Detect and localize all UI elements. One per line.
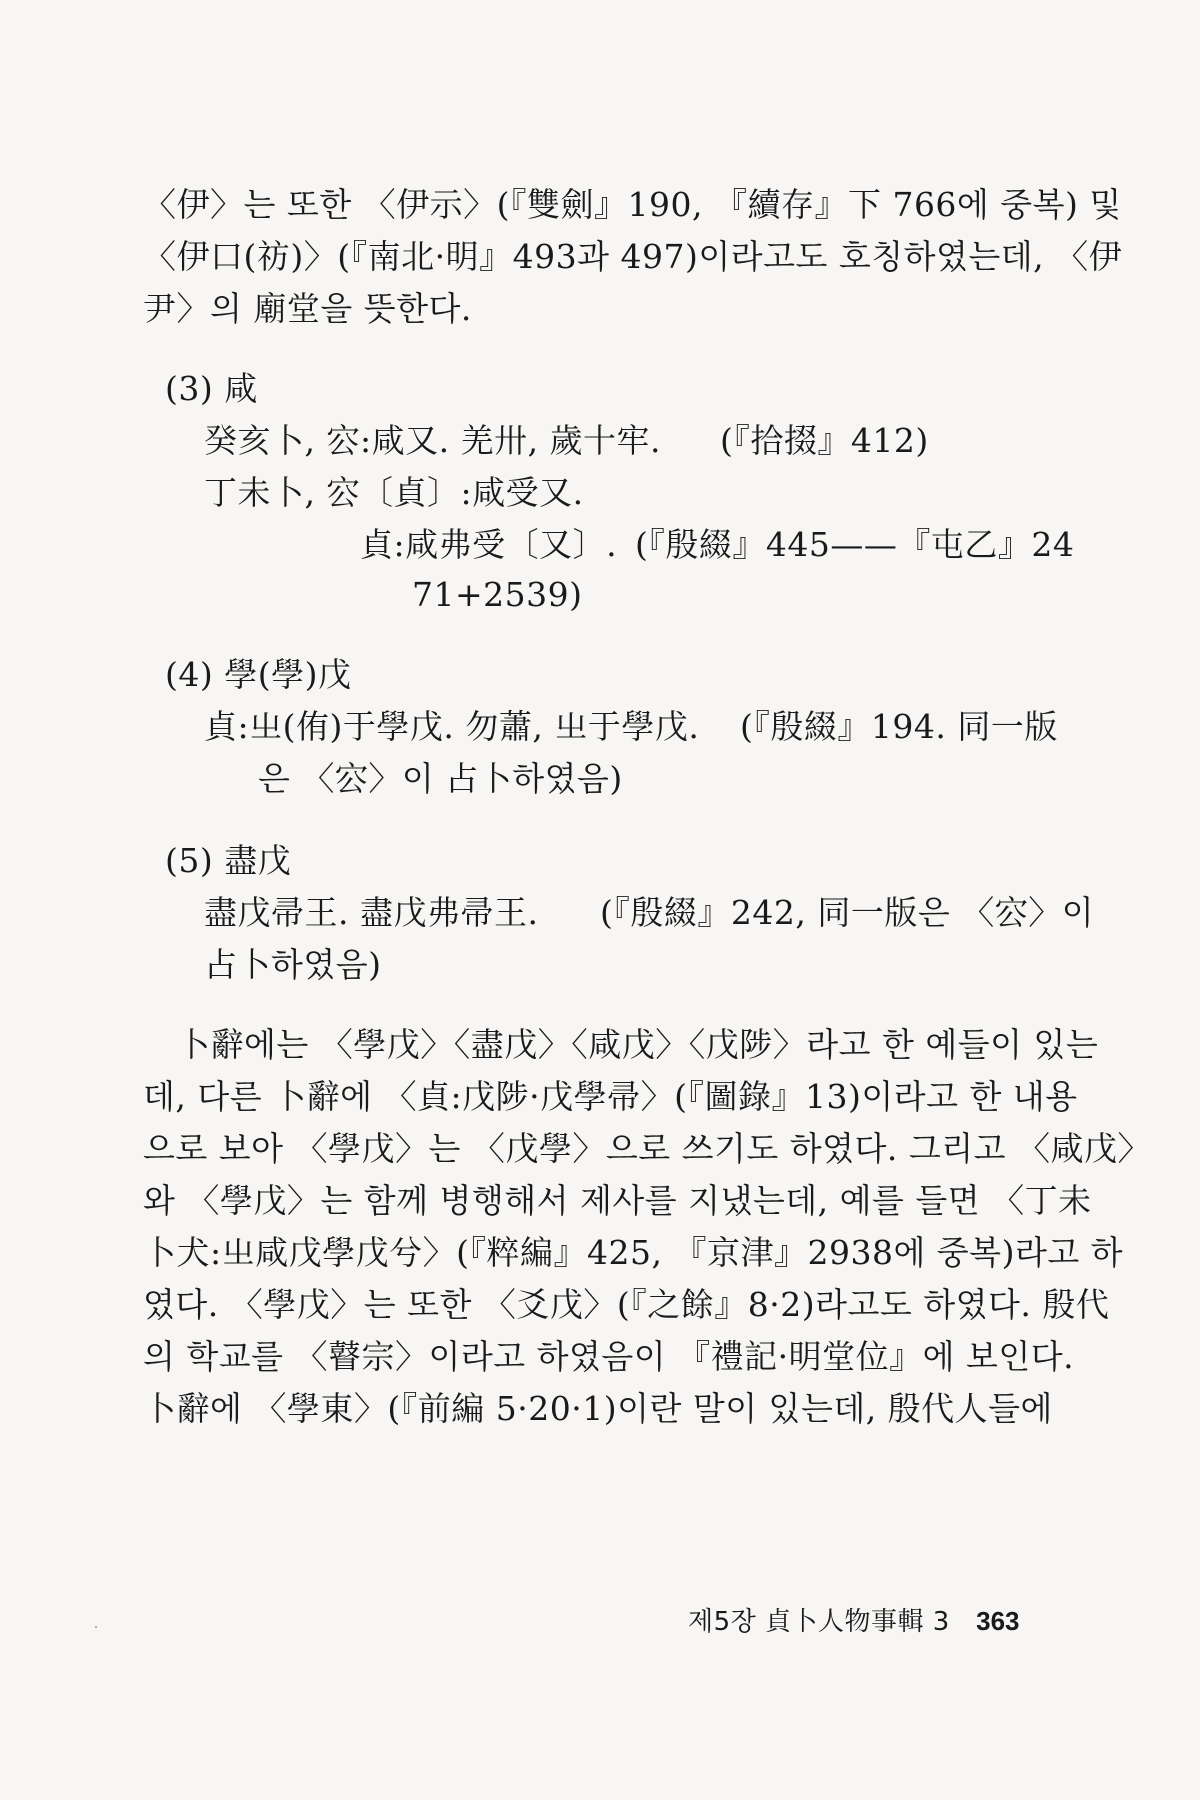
source-reference: (『殷綴』445——『屯乙』24 — [635, 525, 1075, 564]
chapter-title: 제5장 貞卜人物事輯 3 — [688, 1607, 950, 1637]
text-line: 卜辭에는 〈學戊〉〈盡戊〉〈咸戊〉〈戊陟〉라고 한 예들이 있는 — [177, 1025, 1099, 1064]
text-line: 卜犬:㞢咸戊學戊兮〉(『粹編』425, 『京津』2938에 중복)라고 하 — [143, 1233, 1124, 1272]
inscription-line: 71+2539) — [412, 575, 583, 614]
text-line: 데, 다른 卜辭에 〈貞:戊陟·戊學帚〉(『圖錄』13)이라고 한 내용 — [143, 1077, 1078, 1116]
inscription-line: 盡戊帚王. 盡戊弗帚王. — [204, 893, 539, 932]
scan-speck — [95, 1626, 97, 1628]
source-reference: (『殷綴』242, 同一版은 〈㝐〉이 — [600, 893, 1095, 932]
text-line: 였다. 〈學戊〉는 또한 〈爻戊〉(『之餘』8·2)라고도 하였다. 殷代 — [143, 1285, 1110, 1324]
page-number: 363 — [976, 1606, 1020, 1636]
inscription-note: 占卜하였음) — [204, 945, 382, 984]
inscription-note: 은 〈㝐〉이 占卜하였음) — [258, 759, 623, 798]
section-heading: (5) 盡戊 — [165, 841, 292, 880]
inscription-line: 貞:咸弗受〔又〕. — [360, 525, 618, 564]
text-line: 尹〉의 廟堂을 뜻한다. — [143, 289, 472, 328]
text-line: 〈伊口(祊)〉(『南北·明』493과 497)이라고도 호칭하였는데, 〈伊 — [143, 237, 1123, 276]
text-line: 와 〈學戊〉는 함께 병행해서 제사를 지냈는데, 예를 들면 〈丁未 — [143, 1181, 1092, 1220]
inscription-line: 貞:㞢(侑)于學戊. 勿蕭, 㞢于學戊. — [204, 707, 700, 746]
inscription-line: 丁未卜, 㝐〔貞〕:咸受又. — [204, 473, 584, 512]
page-footer — [688, 1604, 1020, 1639]
section-heading: (4) 學(學)戊 — [165, 655, 352, 694]
source-reference: (『殷綴』194. 同一版 — [740, 707, 1058, 746]
text-line: 으로 보아 〈學戊〉는 〈戊學〉으로 쓰기도 하였다. 그리고 〈咸戊〉 — [143, 1129, 1151, 1168]
source-reference: (『拾掇』412) — [720, 421, 929, 460]
text-line: 의 학교를 〈瞽宗〉이라고 하였음이 『禮記·明堂位』에 보인다. — [143, 1337, 1075, 1376]
text-line: 〈伊〉는 또한 〈伊示〉(『雙劍』190, 『續存』下 766에 중복) 및 — [143, 185, 1122, 224]
inscription-line: 癸亥卜, 㝐:咸又. 羌卅, 歲十牢. — [204, 421, 662, 460]
text-line: 卜辭에 〈學東〉(『前編 5·20·1)이란 말이 있는데, 殷代人들에 — [143, 1389, 1053, 1428]
section-heading: (3) 咸 — [165, 369, 258, 408]
